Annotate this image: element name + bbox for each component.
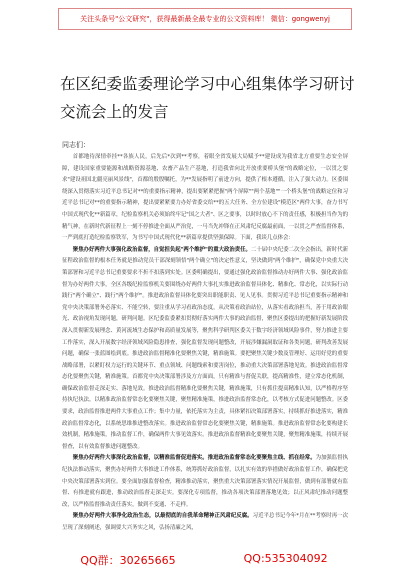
qq-text: QQ:535304092 (243, 552, 328, 565)
paragraph-text: 首都地待深情牵挂**各族人民，后先后*次到**考察，着眼全省发展大局赋予**建设成为我省北方重要生态安全屏障，建设国家重要能源和战略资源基地、农畜产品生产基地，打造我省向北开放重要桥头堡"的战略定位，一以贯之要求"建设祖国北疆亮丽风景线"，首都的殷殷嘱托，为**发展指明了前进方向，提供了根本遵循，注入了强大动力。区委围绕深入贯彻落实习近平总书记对**的重要指示精神，提出要紧紧把握"两个屏障""两个基地""一个桥头堡"的战略定位和习近平总书记对**的重要指示精神，提出要紧紧要力办好省委交给**的五大任务、全方位建设"模范区"两件大事，奋力书写中国式现代化**新篇章，纪检监察机关必须始终牢记"国之大者"、区之要事，以时时放心不下的责任感，积极担当作为的精气神，在新时代新征程上一刻不停推进全面从严治党，一马当先冲锋在正风肃纪反腐最前面，一以贯之严查监督体系，一严到底打造纪检监察铁军，为书写中国式现代化**新篇章提供坚强保障。下面，我谈几点体会： (62, 154, 348, 242)
paragraph (62, 152, 348, 245)
greeting: 同志们： (62, 141, 90, 149)
paragraph-lead: 聚焦办好两件大事净化政治生态，以最彻底的自我革命精神正风肃纪反腐。 (72, 513, 253, 520)
page-title: 在区纪委监委理论学习中心组集体学习研讨交流会上的发言 (60, 75, 355, 121)
paragraph (62, 453, 348, 511)
promo-banner (58, 8, 352, 30)
footer-contacts (0, 552, 408, 568)
paragraph (62, 245, 348, 454)
document-body (62, 152, 348, 535)
qq-group-text: QQ群：30265665 (80, 554, 176, 567)
banner-text: 关注头条号"公文研究"，获得最新最全最专业的公文资料库！ 微信：gongwenyj (80, 15, 330, 23)
paragraph-lead: 聚焦办好两件大事强化政治监督，自觉担负起"两个维护"的重大政治责任。 (72, 246, 251, 253)
paragraph (62, 511, 348, 534)
paragraph-lead: 聚焦办好两件大事深化政治监督，以精准监督促进落实。推进政治监督常态化要聚焦主线、抓在经常。 (72, 455, 316, 462)
paragraph-text: 习近平总书记今年*月在**考察时再一次呈现了深刻阐述，强调要大兴务实之风，弘扬清廉之风， (62, 513, 348, 531)
paragraph-text: 二十届中央纪委二次全会指出，新时代新征程政治监督的根本任务就是推动党员干部深刻领悟"两个确立"的决定性意义，坚决做到"两个维护"，确保党中央重大决策部署和习近平总书记重要要求不折不扣落到实处。区委明确提出，要通过强化政治监督推动办好两件大事、强化政治监督为办好两件大事，全区各级纪检监察机关要围绕办好两件大事扎实推进政治监督具体化、精准化、常态化，以实际行动践行"两个确立"、践行"两个维护"。推进政治监督具体化要突出职能职责、见人见事。贯彻习近平总书记重要指示精神和党中央决策部署务必落实、不能空转，要注重从学习看政治态度，从决策看政治站位，从落实看政治担当，善于用政治眼光、政治视角发现问题，研判问题。区纪委监委紧扣贯彻好落实两件大事的政治监督，聚焦区委提出的把握好新发展阶段深入贯彻新发展理念、黄河流域生态保护和高质量发展等，聚焦科学研判区委关于数字经济领域风险事件，努力推进主要工作落实，深入开展数字经济领域风险隐患排查，强化监督发现问题整改，开展涉嫌漏洞取证和各类问题，研判改善发展问题，确保一张蓝图绘到底。推进政治监督精准化要聚焦关键，精准施策。要把聚焦关键少数及管理好、运用好党的重要战略部署，以紧盯权力运行的关键环节、重点领域、问题线索和要害岗位，推动重大决策部署落地见效。推进政治监督常态化要聚焦关键，精准施策。首都党中央决策部署涉及方方面面，只有精准与督促关联，提高精准性，建立常态化机制，确保政治监督走深走实、落地见效。推进政治监督精准化要聚焦关键，精准施策，只有抓住提高精准认知，以严格程序坚持执纪执法。以精准政治监督常态化要聚焦关键，聚焦精准施策，推进政治监督常态化，以考核方式促进问题整改。区委要求，政治监督推进两件大事重点工作；集中力量，依托落实为主责，具体紧扣决策部署落实，持续抓好推进落实，精准政治监督常态化，以系统思维推进整改落实。推进政治监督常态化要聚焦关键，精准施策。推进政治监督常态化要构建长效机制，精准施策，推动监督工作，确保两件大事见效落实。推进政治监督精准化要聚焦关键，聚焦精准施策，持续开展督查，以有效监督推进问题整改。 (62, 246, 348, 450)
paragraph-text: 为加强监督执纪执法推动落实，聚焦办好两件大事推进工作体系，统筹抓好政治监督，以扎实有效的举措做好政治监督工作，确保把党中央决策部署落实到位。要全面加强监督检查，精准推动落实，聚焦重大决策部署落实情况开展监督，做到有部署就有监督、有推进就有跟进，推动政治监督走深走实。要深化专项监督，推动各项决策部署落地见效；以正风肃纪推动问题整改，以严格监督推动责任落实，做到不变通、不走样。 (62, 455, 348, 508)
